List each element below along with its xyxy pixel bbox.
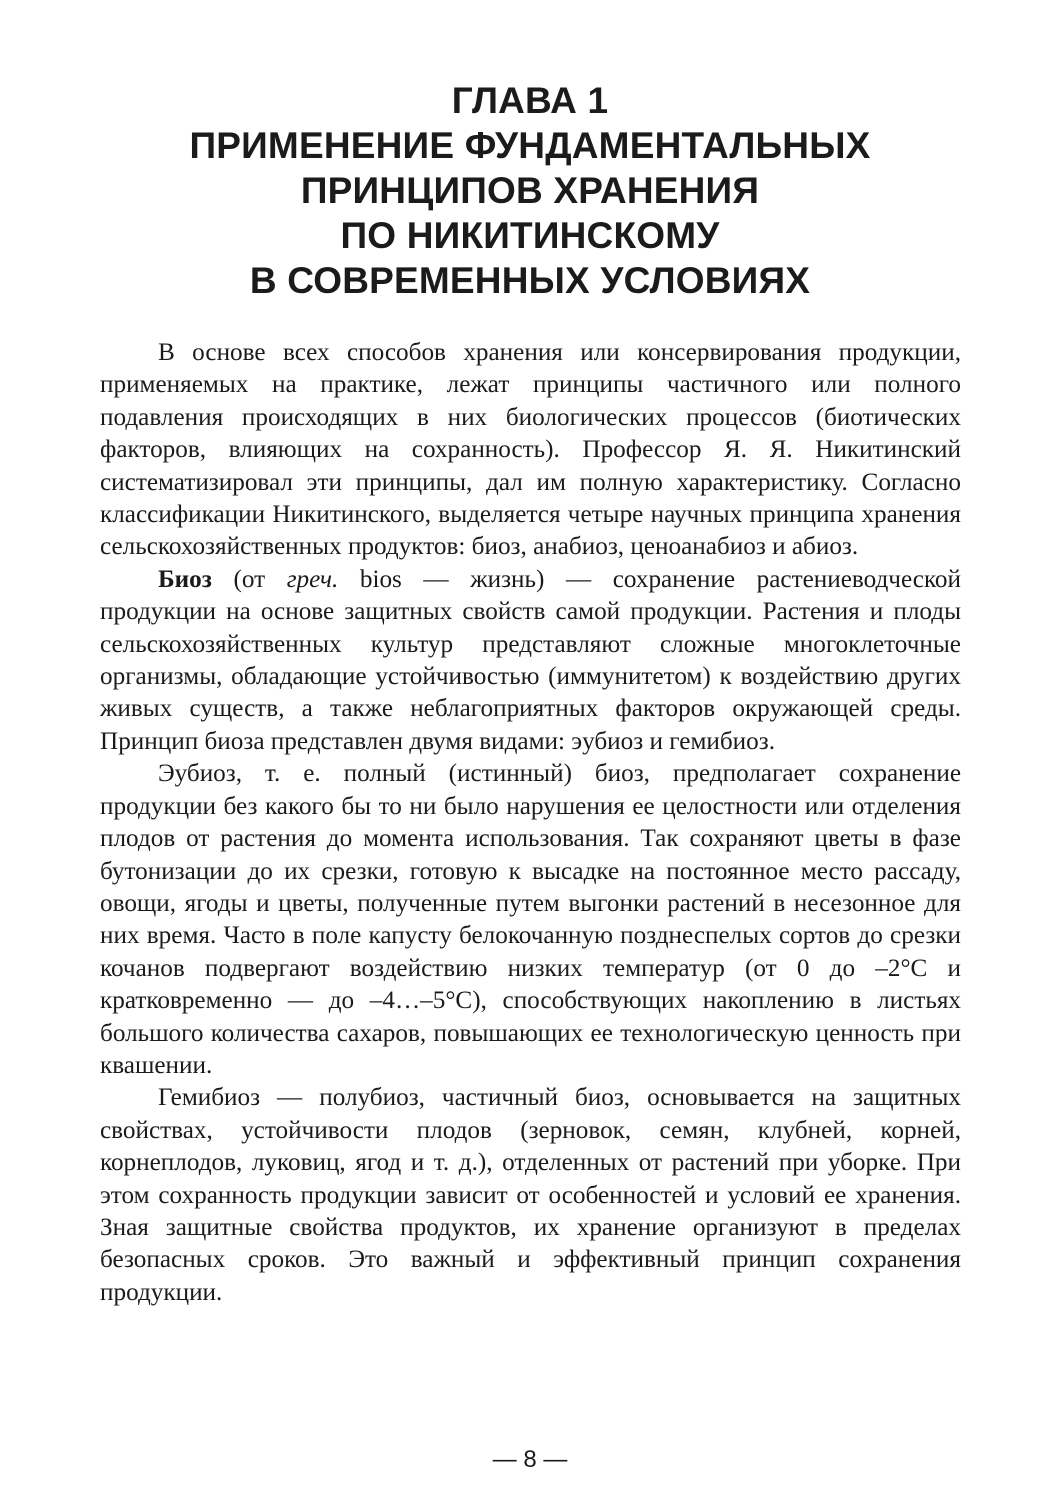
chapter-title-line: ПРИМЕНЕНИЕ ФУНДАМЕНТАЛЬНЫХ [189, 125, 871, 166]
chapter-title [100, 78, 960, 303]
chapter-number: ГЛАВА 1 [451, 80, 609, 121]
paragraph-eubioz [100, 758, 961, 1082]
chapter-title-line: ПРИНЦИПОВ ХРАНЕНИЯ [300, 170, 760, 211]
paragraph-bioz [100, 564, 961, 758]
page-number: — 8 — [492, 1446, 568, 1473]
body-text [100, 337, 961, 1309]
paragraph-text: В основе всех способов хранения или консервирования продукции, применяемых на практике, лежат принципы частичного или полного подавления происходящих в них биологических процессов (биотических факторов, влияющих на сохранность). Профессор Я. Я. Никитинский систематизировал эти принципы, дал им полную характеристику. Согласно классификации Никитинского, выделяется четыре научных принципа хранения сельскохозяйственных продуктов: биоз, анабиоз, ценоанабиоз и абиоз. [100, 339, 961, 561]
paragraph-text: (от [211, 565, 287, 593]
paragraph-gemibioz [100, 1082, 961, 1309]
paragraph-intro [100, 337, 961, 564]
italic-abbrev: греч. [286, 565, 339, 593]
paragraph-text: bios — жизнь) — сохранение растениеводческой продукции на основе защитных свойств самой продукции. Растения и плоды сельскохозяйственных культур представляют сложные многоклеточные организмы, обладающие устойчивостью (иммунитетом) к воздействию других живых существ, а также неблагоприятных факторов окружающей среды. Принцип биоза представлен двумя видами: эубиоз и гемибиоз. [100, 565, 961, 755]
term-bioz: Биоз [158, 565, 212, 593]
paragraph-text: Гемибиоз — полубиоз, частичный биоз, основывается на защитных свойствах, устойчивости плодов (зерновок, семян, клубней, корней, корнеплодов, луковиц, ягод и т. д.), отделенных от растений при уборке. При этом сохранность продукции зависит от особенностей и условий ее хранения. Зная защитные свойства продуктов, их хранение организуют в пределах безопасных сроков. Это важный и эффективный принцип сохранения продукции. [100, 1084, 961, 1306]
chapter-title-line: ПО НИКИТИНСКОМУ [340, 215, 720, 256]
paragraph-text: Эубиоз, т. е. полный (истинный) биоз, предполагает сохранение продукции без какого бы то ни было нарушения ее целостности или отделения плодов от растения до момента использования. Так сохраняют цветы в фазе бутонизации до их срезки, готовую к высадке на постоянное место рассаду, овощи, ягоды и цветы, полученные путем выгонки растений в несезонное для них время. Часто в поле капусту белокочанную позднеспелых сортов до срезки кочанов подвергают воздействию низких температур (от 0 до –2°С и кратковременно — до –4…–5°С), способствующих накоплению в листьях большого количества сахаров, повышающих ее технологическую ценность при квашении. [100, 760, 961, 1079]
chapter-title-line: В СОВРЕМЕННЫХ УСЛОВИЯХ [249, 260, 811, 301]
